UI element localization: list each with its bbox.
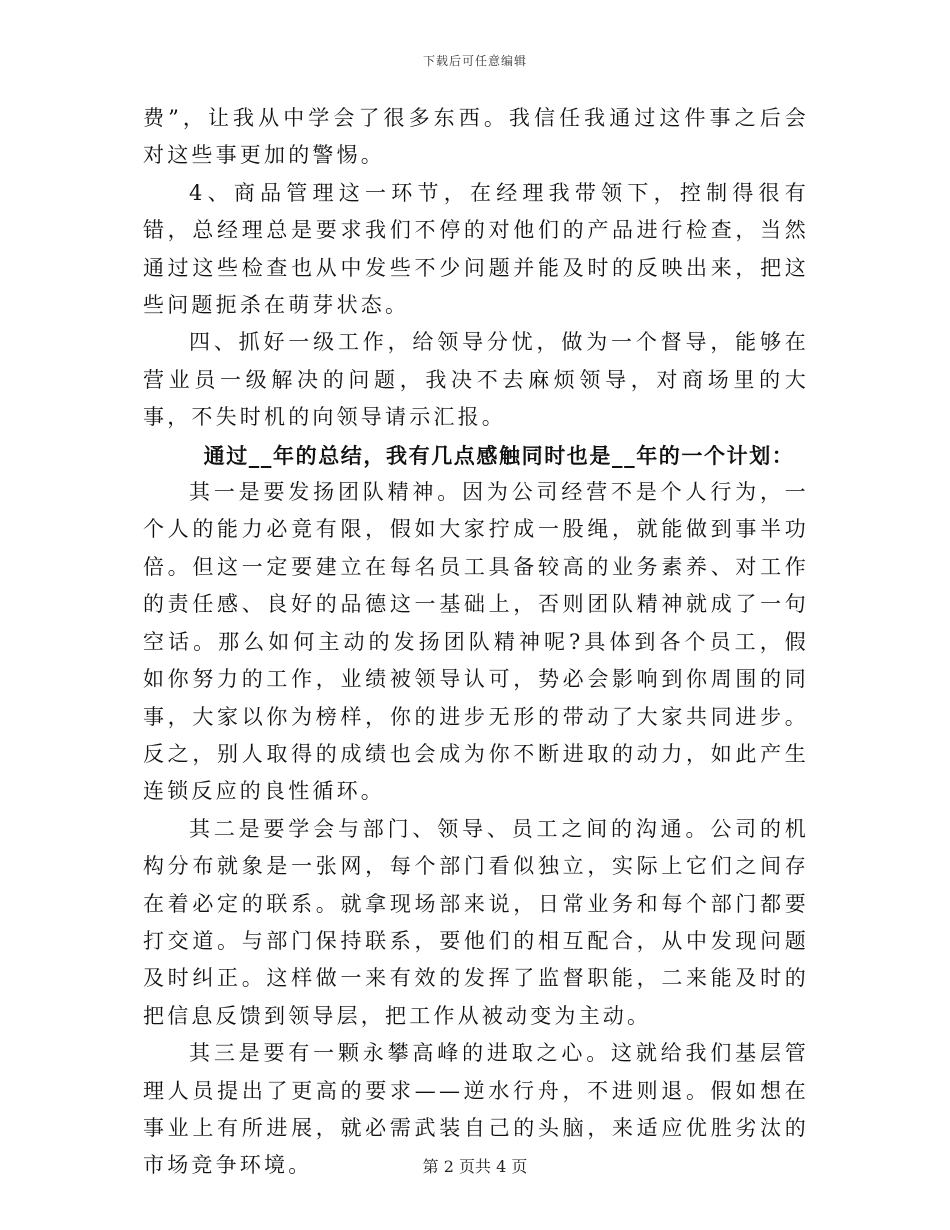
- paragraph-section-4: 四、抓好一级工作，给领导分忧，做为一个督导，能够在营业员一级解决的问题，我决不去麻烦领导，对商场里的大事，不失时机的向领导请示汇报。: [143, 330, 809, 430]
- paragraph-point-1: 其一是要发扬团队精神。因为公司经营不是个人行为，一个人的能力必竟有限，假如大家拧成一股绳，就能做到事半功倍。但这一定要建立在每名员工具备较高的业务素养、对工作的责任感、良好的品德这一基础上，否则团队精神就成了一句空话。那么如何主动的发扬团队精神呢?具体到各个员工，假如你努力的工作，业绩被领导认可，势必会影响到你周围的同事，大家以你为榜样，你的进步无形的带动了大家共同进步。反之，别人取得的成绩也会成为你不断进取的动力，如此产生连锁反应的良性循环。: [143, 480, 809, 804]
- paragraph-point-2: 其二是要学会与部门、领导、员工之间的沟通。公司的机构分布就象是一张网，每个部门看似独立，实际上它们之间存在着必定的联系。就拿现场部来说，日常业务和每个部门都要打交道。与部门保持联系，要他们的相互配合，从中发现问题及时纠正。这样做一来有效的发挥了监督职能，二来能及时的把信息反馈到领导层，把工作从被动变为主动。: [143, 816, 809, 1028]
- section-heading: 通过__年的总结，我有几点感触同时也是__年的一个计划：: [203, 442, 795, 468]
- page-footer: 第 2 页共 4 页: [422, 1157, 528, 1176]
- page-header: 下载后可任意编辑: [422, 54, 527, 68]
- paragraph-continuation: 费”，让我从中学会了很多东西。我信任我通过这件事之后会对这些事更加的警惕。: [143, 106, 809, 168]
- paragraph-item-4: 4、商品管理这一环节，在经理我带领下，控制得很有错，总经理总是要求我们不停的对他们的产品进行检查，当然通过这些检查也从中发些不少问题并能及时的反映出来，把这些问题扼杀在萌芽状态。: [143, 180, 809, 318]
- paragraph-point-3: 其三是要有一颗永攀高峰的进取之心。这就给我们基层管理人员提出了更高的要求——逆水行舟，不进则退。假如想在事业上有所进展，就必需武装自己的头脑，来适应优胜劣汰的市场竞争环境。: [143, 1041, 809, 1178]
- document-body: [143, 100, 809, 1185]
